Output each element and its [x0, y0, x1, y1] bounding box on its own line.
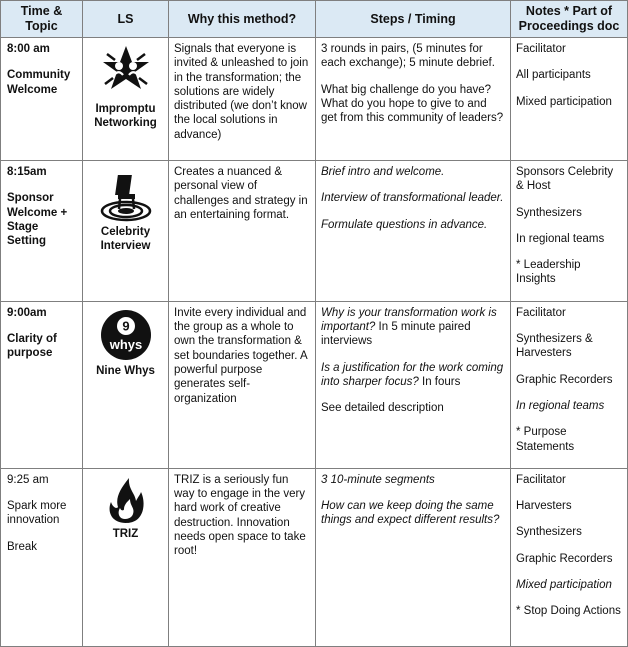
why-cell — [169, 468, 316, 646]
why-text: TRIZ is a seriously fun way to engage in the very hard work of creative destruction. Innovation needs open space to take root! — [174, 473, 306, 558]
table-row — [1, 301, 628, 468]
note: In regional teams — [516, 232, 605, 245]
topic: Clarity of purpose — [7, 333, 57, 360]
steps-question: Why is your transformation work is important? — [321, 306, 497, 334]
ls-cell — [83, 38, 169, 161]
steps-text: How can we keep doing the same things and expect different results? — [321, 500, 500, 527]
header-steps: Steps / Timing — [316, 1, 511, 38]
note: Facilitator — [516, 306, 566, 319]
notes-cell — [511, 301, 628, 468]
ls-caption: Impromptu Networking — [94, 103, 157, 129]
time-topic-cell — [1, 468, 83, 646]
steps-text: 3 rounds in pairs, (5 minutes for each exchange); 5 minute debrief. — [321, 43, 495, 70]
table-row — [1, 161, 628, 302]
table-row — [1, 38, 628, 161]
time-topic-cell — [1, 161, 83, 302]
impromptu-networking-icon — [95, 44, 157, 100]
note: Sponsors Celebrity & Host — [516, 166, 614, 193]
ls-cell — [83, 161, 169, 302]
steps-cell — [316, 468, 511, 646]
steps-text: Formulate questions in advance. — [321, 218, 488, 231]
ls-caption: Nine Whys — [96, 364, 155, 377]
steps-cell — [316, 161, 511, 302]
notes-cell — [511, 468, 628, 646]
why-text: Creates a nuanced & personal view of challenges and strategy in an entertaining format. — [174, 166, 308, 221]
note: All participants — [516, 69, 591, 82]
header-notes: Notes * Part of Proceedings doc — [511, 1, 628, 38]
why-cell — [169, 301, 316, 468]
note: Facilitator — [516, 43, 566, 55]
table-row — [1, 468, 628, 646]
steps-text — [321, 361, 505, 390]
nine-whys-number: 9 — [121, 318, 130, 334]
note: Graphic Recorders — [516, 552, 613, 565]
steps-cell — [316, 38, 511, 161]
topic: Spark more innovation — [7, 500, 67, 527]
why-text: Invite every individual and the group as a whole to own the transformation & set boundaries together. A powerful purpose generates self-organization — [174, 306, 307, 405]
time: 8:00 am — [7, 43, 50, 55]
steps-text: Interview of transformational leader. — [321, 192, 504, 205]
steps-question: Is a justification for the work coming into sharper focus? — [321, 361, 504, 388]
header-time-topic: Time & Topic — [1, 1, 83, 38]
topic: Community Welcome — [7, 69, 71, 96]
notes-cell — [511, 161, 628, 302]
note: Graphic Recorders — [516, 373, 613, 386]
time-topic-cell — [1, 301, 83, 468]
why-cell — [169, 38, 316, 161]
steps-text: Brief intro and welcome. — [321, 166, 445, 178]
header-ls: LS — [83, 1, 169, 38]
ls-cell — [83, 468, 169, 646]
time: 8:15am — [7, 166, 47, 178]
time-topic-cell — [1, 38, 83, 161]
note: Synthesizers — [516, 526, 582, 539]
header-row — [1, 1, 628, 38]
note: Mixed participation — [516, 579, 612, 592]
steps-text: What big challenge do you have? What do you hope to give to and get from this community of leaders? — [321, 83, 504, 125]
note: * Leadership Insights — [516, 259, 581, 286]
time: 9:00am — [7, 306, 47, 319]
note: In regional teams — [516, 399, 605, 412]
ls-caption: TRIZ — [112, 527, 139, 540]
nine-whys-word: whys — [109, 336, 142, 352]
steps-text: See detailed description — [321, 402, 444, 415]
nine-whys-icon — [99, 308, 153, 362]
note: Synthesizers — [516, 206, 582, 219]
note: Harvesters — [516, 500, 572, 513]
notes-cell — [511, 38, 628, 161]
note: Synthesizers & Harvesters — [516, 333, 593, 360]
steps-text — [321, 306, 505, 349]
why-cell — [169, 161, 316, 302]
why-text: Signals that everyone is invited & unleashed to join in the transformation; the solutions are widely distributed (we don’t know the local solutions in advance) — [174, 43, 309, 141]
steps-detail: In fours — [418, 375, 461, 388]
note: * Purpose Statements — [516, 426, 575, 453]
note: Facilitator — [516, 473, 566, 486]
time: 9:25 am — [7, 473, 49, 486]
steps-cell — [316, 301, 511, 468]
break-label: Break — [7, 540, 38, 553]
steps-detail: In 5 minute paired interviews — [321, 321, 471, 348]
topic: Sponsor Welcome + Stage Setting — [7, 192, 68, 248]
header-why: Why this method? — [169, 1, 316, 38]
celebrity-interview-icon — [98, 167, 154, 223]
note: Mixed participation — [516, 95, 612, 108]
ls-cell — [83, 301, 169, 468]
ls-caption: Celebrity Interview — [100, 226, 151, 252]
note: * Stop Doing Actions — [516, 605, 621, 618]
steps-text: 3 10-minute segments — [321, 473, 435, 486]
triz-flame-icon — [103, 475, 149, 525]
